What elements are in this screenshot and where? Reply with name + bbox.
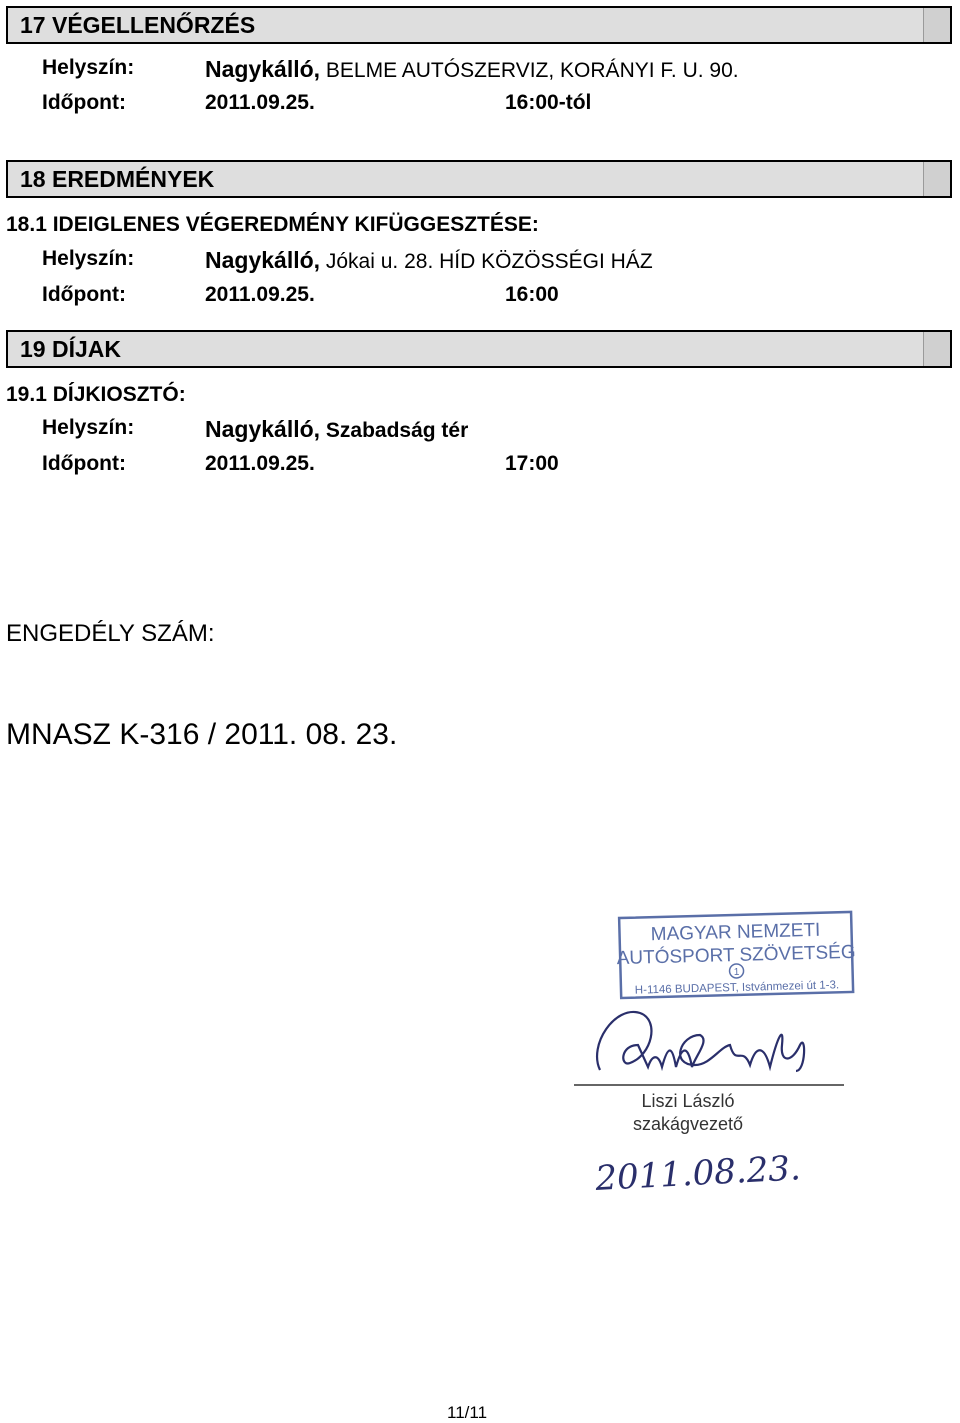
section-17-header: 17 VÉGELLENŐRZÉS	[6, 6, 952, 44]
s19-subheading: 19.1 DÍJKIOSZTÓ:	[6, 383, 186, 406]
s18-subheading: 18.1 IDEIGLENES VÉGEREDMÉNY KIFÜGGESZTÉSE:	[6, 213, 539, 236]
s17-place-label: Helyszín:	[42, 56, 135, 79]
s19-time-label: Időpont:	[42, 452, 126, 475]
permit-number: MNASZ K-316 / 2011. 08. 23.	[6, 718, 398, 751]
s17-time: 16:00-tól	[505, 91, 592, 114]
s17-date: 2011.09.25.	[205, 91, 315, 114]
stamp-graphic	[560, 895, 880, 1215]
stamp-number: 1	[733, 966, 740, 979]
s19-place-rest: Szabadság tér	[320, 419, 469, 442]
s18-place-value	[205, 247, 653, 274]
s17-place-value	[205, 56, 739, 83]
section-19-header: 19 DÍJAK	[6, 330, 952, 368]
stamp-address: H-1146 BUDAPEST, Istvánmezei út 1-3.	[634, 979, 840, 997]
stamp-line2: AUTÓSPORT SZÖVETSÉG	[616, 941, 856, 970]
s17-place-city: Nagykálló,	[205, 56, 321, 82]
official-stamp-signature	[560, 895, 880, 1215]
s18-date: 2011.09.25.	[205, 283, 315, 306]
s19-place-city: Nagykálló,	[205, 416, 321, 442]
s19-place-value	[205, 416, 468, 443]
permit-label: ENGEDÉLY SZÁM:	[6, 620, 215, 647]
s18-time: 16:00	[505, 283, 559, 306]
page-number: 11/11	[447, 1403, 488, 1422]
signer-title: szakágvezető	[632, 1114, 744, 1134]
signer-name: Liszi László	[641, 1091, 735, 1111]
s18-place-rest: Jókai u. 28. HÍD KÖZÖSSÉGI HÁZ	[320, 250, 653, 273]
s17-time-label: Időpont:	[42, 91, 126, 114]
s17-place-rest: BELME AUTÓSZERVIZ, KORÁNYI F. U. 90.	[320, 59, 739, 82]
section-18-header: 18 EREDMÉNYEK	[6, 160, 952, 198]
signature-scribble	[597, 1012, 804, 1071]
s19-time: 17:00	[505, 452, 559, 475]
handwritten-date: 2011.08.23.	[594, 1148, 802, 1199]
s19-date: 2011.09.25.	[205, 452, 315, 475]
s18-place-label: Helyszín:	[42, 247, 135, 270]
s19-place-label: Helyszín:	[42, 416, 135, 439]
stamp-line1: MAGYAR NEMZETI	[650, 919, 821, 946]
s18-place-city: Nagykálló,	[205, 247, 321, 273]
s18-time-label: Időpont:	[42, 283, 126, 306]
